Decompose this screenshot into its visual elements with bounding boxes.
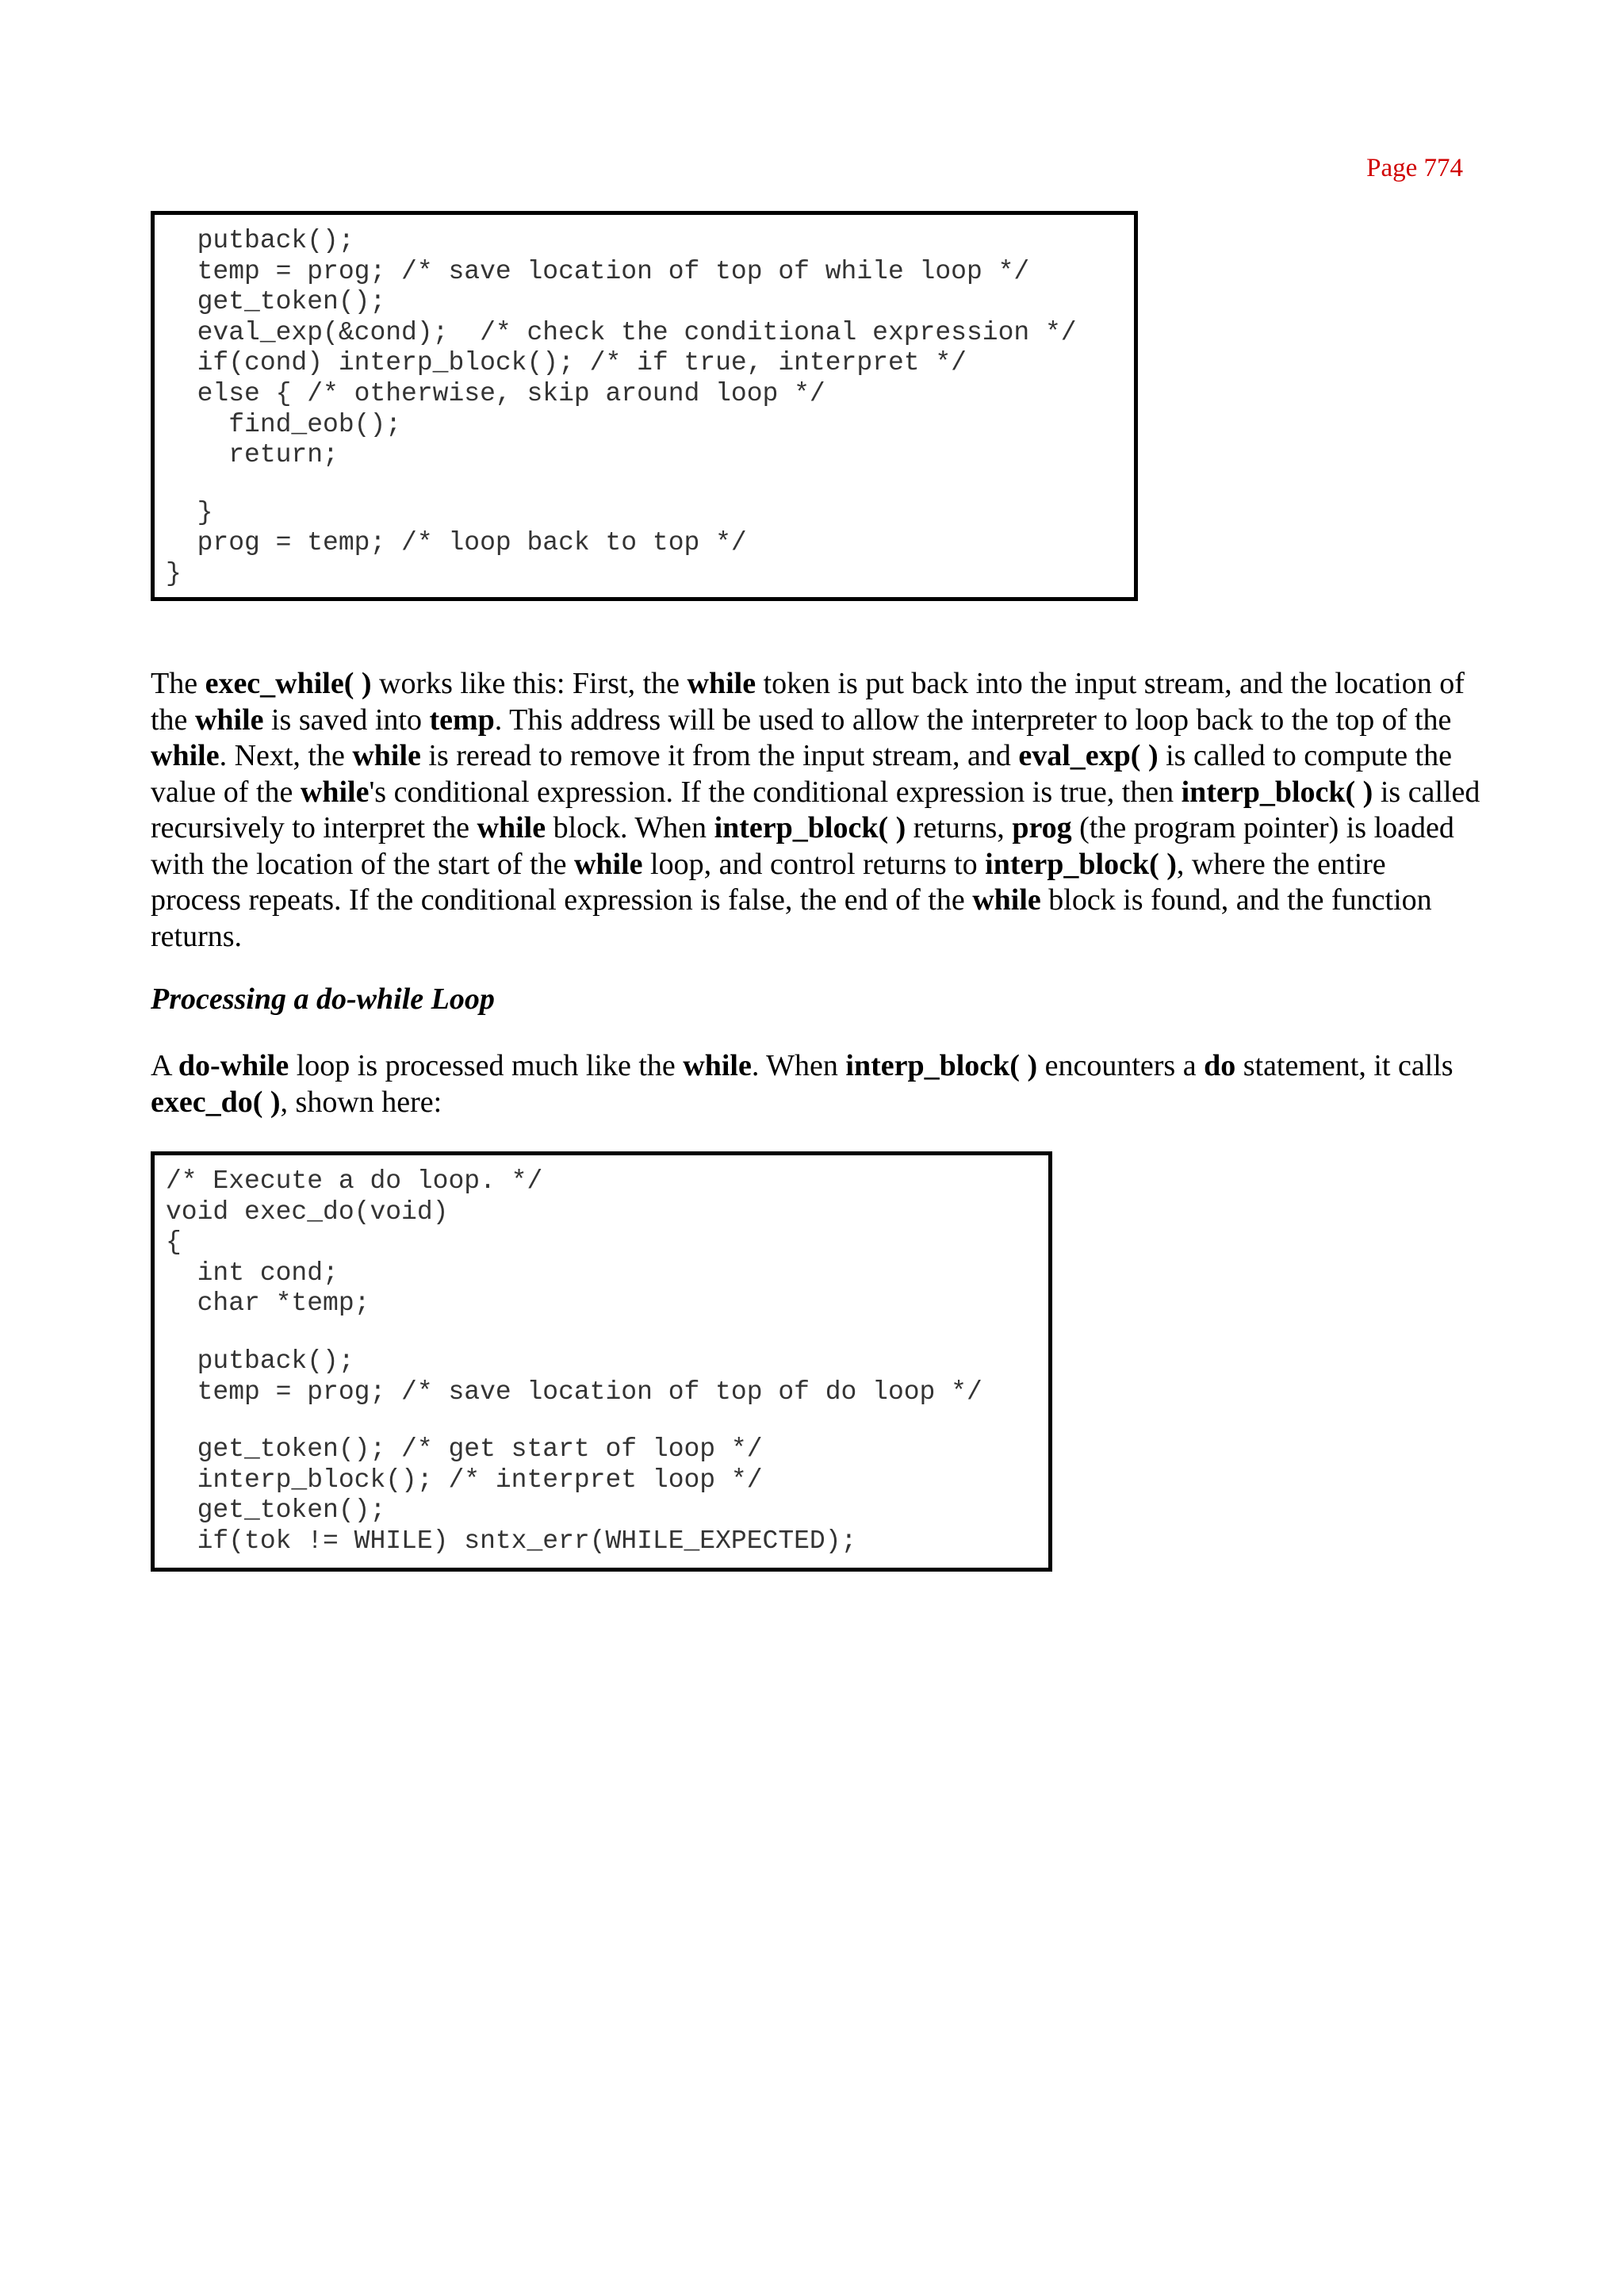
body-paragraph-exec-while [151,666,1483,955]
code-line: putback(); [166,226,354,255]
text-run: A [151,1049,178,1082]
body-paragraph-do-while [151,1048,1483,1120]
text-run: is reread to remove it from the input stream, and [420,739,1019,772]
text-run: is called recursively to interpret the [151,775,1480,844]
code-blank-line [166,1319,1048,1346]
bold-term: exec_while( ) [205,667,372,700]
bold-term: prog [1012,811,1072,844]
text-run: block is found, and the function returns. [151,883,1432,953]
bold-term: do-while [178,1049,289,1082]
code-line: int cond; [166,1258,339,1288]
code-line: char *temp; [166,1289,370,1319]
bold-term: interp_block( ) [1181,775,1373,809]
text-run: encounters a [1037,1049,1205,1082]
text-run: , shown here: [280,1085,442,1119]
code-line: get_token(); [166,287,386,317]
code-line: return; [166,440,339,470]
text-run: loop is processed much like the [289,1049,684,1082]
code-line: get_token(); /* get start of loop */ [166,1434,763,1465]
code-line: void exec_do(void) [166,1197,449,1227]
code-listing-exec-do [151,1151,1052,1572]
code-listing-exec-while [151,211,1138,601]
section-heading: Processing a do-while Loop [151,982,495,1016]
code-blank-line [166,1407,1048,1434]
bold-term: while [683,1049,752,1082]
text-run: . When [751,1049,846,1082]
text-run: returns, [906,811,1013,844]
code-blank-line [166,471,1134,498]
text-run: is called to compute the value of the [151,739,1452,809]
bold-term: while [972,883,1041,917]
code-line: putback(); [166,1346,354,1376]
text-run: The [151,667,205,700]
code-line: eval_exp(&cond); /* check the conditional expression */ [166,317,1077,347]
bold-term: eval_exp( ) [1018,739,1159,772]
text-run: 's conditional expression. If the conditional expression is true, then [369,775,1182,809]
code-line: temp = prog; /* save location of top of do loop */ [166,1377,982,1407]
bold-term: while [352,739,421,772]
bold-term: while [300,775,370,809]
code-line: temp = prog; /* save location of top of while loop */ [166,256,1030,286]
text-run: token is put back into the input stream, and the location of the [151,667,1465,737]
bold-term: while [194,703,264,737]
bold-term: do [1204,1049,1236,1082]
code-line: else { /* otherwise, skip around loop */ [166,378,825,408]
bold-term: while [687,667,756,700]
code-line: /* Execute a do loop. */ [166,1166,543,1196]
bold-term: temp [429,703,495,737]
text-run: . This address will be used to allow the interpreter to loop back to the top of the [494,703,1452,737]
text-run: (the program pointer) is loaded with the location of the start of the [151,811,1454,881]
code-line: prog = temp; /* loop back to top */ [166,528,747,558]
page-number: Page 774 [1366,154,1463,182]
bold-term: interp_block( ) [845,1049,1038,1082]
code-line: interp_block(); /* interpret loop */ [166,1465,763,1495]
text-run: works like this: First, the [371,667,688,700]
bold-term: exec_do( ) [151,1085,281,1119]
code-line: if(cond) interp_block(); /* if true, interpret */ [166,348,967,378]
bold-term: interp_block( ) [714,811,906,844]
bold-term: while [573,847,643,881]
code-line: { [166,1227,182,1258]
code-line: find_eob(); [166,409,402,439]
code-line: } [166,497,213,527]
text-run: block. When [546,811,714,844]
code-line: get_token(); [166,1496,386,1526]
text-run: statement, it calls [1235,1049,1454,1082]
text-run: . Next, the [219,739,353,772]
text-run: , where the entire process repeats. If the conditional expression is false, the end of the [151,847,1386,917]
bold-term: while [151,739,220,772]
text-run: is saved into [263,703,430,737]
code-line: if(tok != WHILE) sntx_err(WHILE_EXPECTED); [166,1526,857,1556]
bold-term: while [477,811,546,844]
text-run: loop, and control returns to [642,847,986,881]
code-line: } [166,558,182,588]
bold-term: interp_block( ) [985,847,1177,881]
